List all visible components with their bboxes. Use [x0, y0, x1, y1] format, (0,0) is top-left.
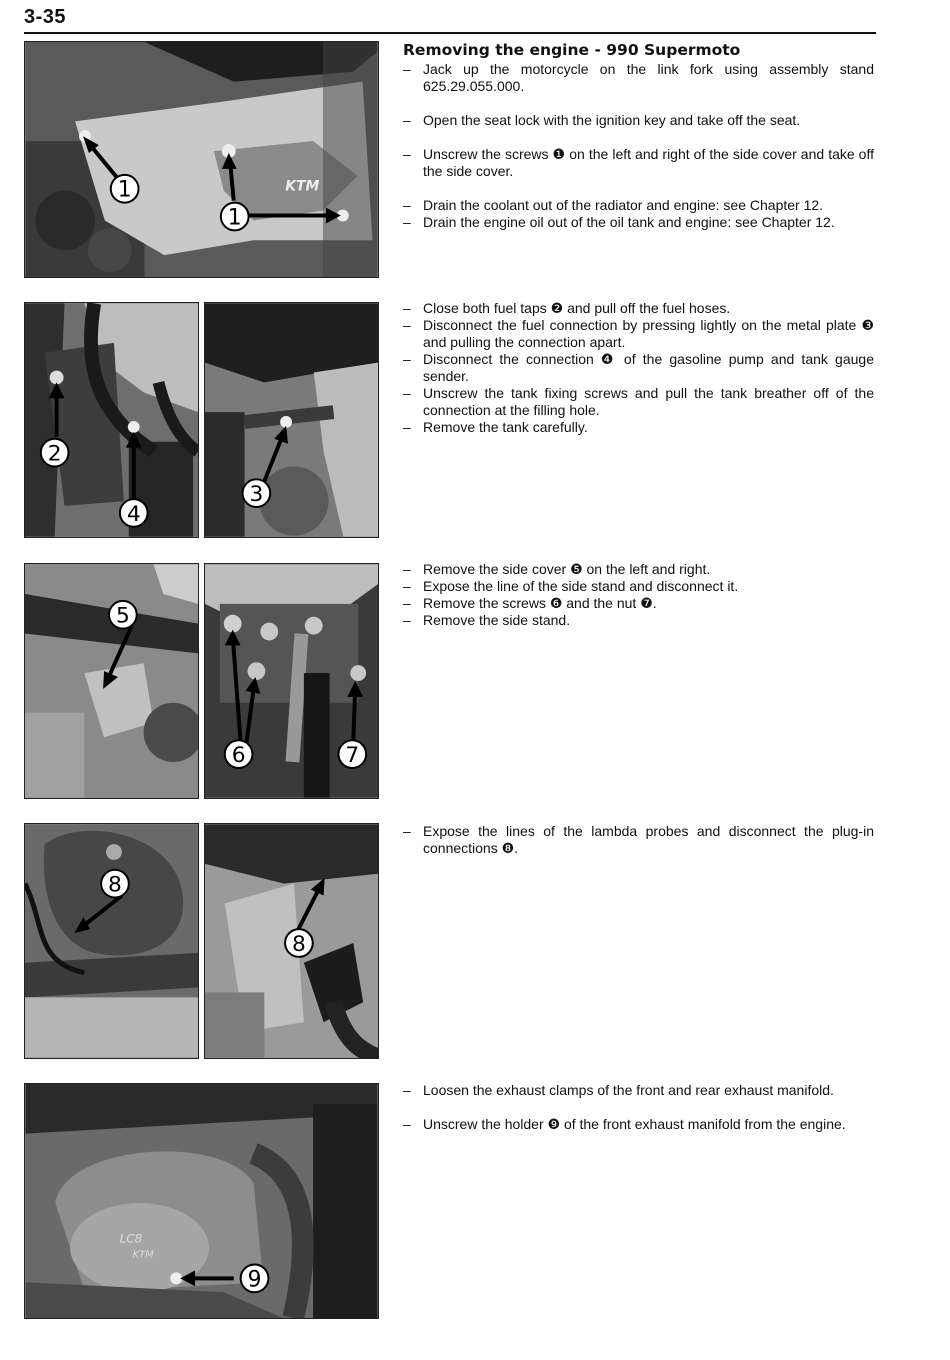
- instructions-block-4: [403, 823, 874, 857]
- callout-8-left: [101, 870, 129, 898]
- callout-4: [120, 499, 148, 527]
- photo-exhaust-manifold: [24, 1083, 379, 1319]
- callout-8-right-label: 8: [292, 931, 306, 957]
- step-expose-stand-line: – Expose the line of the side stand and disconnect it.: [403, 578, 739, 594]
- step-disconnect-pump: – Disconnect the connection ❹ of the gasoline pump and tank gauge sender.: [403, 351, 874, 384]
- callout-1-right-label: 1: [227, 205, 242, 231]
- callout-2: [41, 439, 69, 467]
- photo-fuel-taps: [24, 302, 199, 538]
- callout-7-label: 7: [345, 743, 360, 769]
- step-loosen-exhaust-clamps: – Loosen the exhaust clamps of the front and rear exhaust manifold.: [403, 1082, 834, 1098]
- instructions-block-3: [403, 561, 874, 629]
- step-jack-up: – Jack up the motorcycle on the link fork using assembly stand 625.29.055.000.: [403, 61, 874, 94]
- instructions-block-1: [403, 41, 874, 231]
- step-close-fuel-taps: – Close both fuel taps ❷ and pull off the fuel hoses.: [403, 300, 731, 316]
- photo-side-stand: [204, 563, 379, 799]
- callout-6: [225, 740, 253, 768]
- step-drain-coolant: – Drain the coolant out of the radiator and engine: see Chapter 12.: [403, 197, 824, 213]
- callout-7: [338, 740, 366, 768]
- callout-5-label: 5: [115, 603, 130, 629]
- svg-text:LC8: LC8: [119, 1231, 143, 1246]
- step-remove-screws-nut: – Remove the screws ❻ and the nut ❼.: [403, 595, 657, 611]
- step-remove-side-cover: – Remove the side cover ❺ on the left and right.: [403, 561, 711, 577]
- callout-3: [243, 479, 271, 507]
- photo-lambda-probe-left: [24, 823, 199, 1059]
- callout-9-label: 9: [247, 1267, 262, 1293]
- photo-side-cover-5: [24, 563, 199, 799]
- step-remove-tank: – Remove the tank carefully.: [403, 419, 588, 435]
- instructions-block-2: [403, 300, 874, 436]
- photo-fuel-connection: [204, 302, 379, 538]
- instructions-block-5: [403, 1082, 874, 1133]
- callout-6-label: 6: [231, 743, 246, 769]
- photo-side-cover: [24, 41, 379, 278]
- callout-1-left-label: 1: [117, 177, 132, 203]
- step-open-seat: – Open the seat lock with the ignition key and take off the seat.: [403, 112, 801, 128]
- callout-4-label: 4: [126, 501, 141, 527]
- callout-2-label: 2: [47, 441, 62, 467]
- svg-text:KTM: KTM: [285, 178, 320, 195]
- step-lambda-probes: – Expose the lines of the lambda probes and disconnect the plug-in connections ❽.: [403, 823, 874, 856]
- section-title: Removing the engine - 990 Supermoto: [403, 41, 741, 59]
- callout-9: [241, 1264, 269, 1292]
- photo-lambda-probe-right: [204, 823, 379, 1059]
- callout-8-left-label: 8: [108, 872, 122, 898]
- step-unscrew-side-cover: – Unscrew the screws ❶ on the left and right of the side cover and take off the side cover.: [403, 146, 874, 179]
- callout-3-label: 3: [249, 482, 264, 508]
- step-disconnect-fuel: – Disconnect the fuel connection by pressing lightly on the metal plate ❸ and pulling the connection apart.: [403, 317, 874, 350]
- callout-8-right: [285, 929, 313, 957]
- callout-1-right: [221, 203, 249, 231]
- page-number: 3-35: [24, 6, 67, 28]
- step-unscrew-holder: – Unscrew the holder ❾ of the front exhaust manifold from the engine.: [403, 1116, 846, 1132]
- step-drain-oil: – Drain the engine oil out of the oil tank and engine: see Chapter 12.: [403, 214, 835, 230]
- step-remove-side-stand: – Remove the side stand.: [403, 612, 571, 628]
- callout-1-left: [111, 175, 139, 203]
- callout-5: [109, 601, 137, 629]
- header-rule: [24, 32, 876, 34]
- step-unscrew-tank: – Unscrew the tank fixing screws and pull the tank breather off of the connection at the filling hole.: [403, 385, 874, 418]
- svg-text:KTM: KTM: [132, 1249, 154, 1261]
